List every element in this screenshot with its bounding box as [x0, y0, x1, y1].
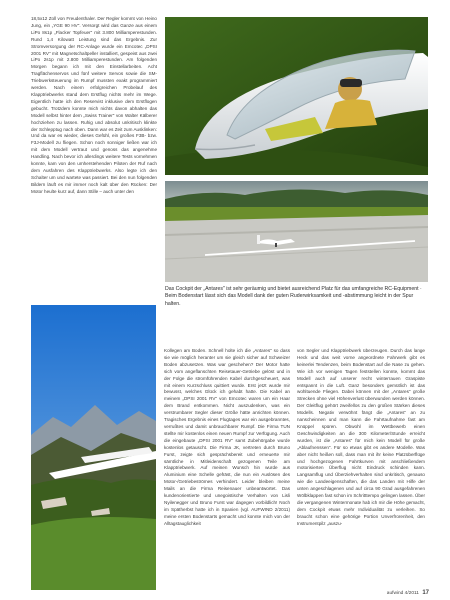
- bodenstart-photo: [165, 181, 428, 282]
- article-column-3: [297, 348, 425, 586]
- flight-photo-graphic: [31, 305, 156, 590]
- photo-caption: Das Cockpit der „Antares" ist sehr geräumig und bietet ausreichend Platz für das umfangreiche RC-Equipment · Beim Bodenstart lässt sich das Modell dank der guten Ruderwirksamkeit und -abstimmung leicht in der Spur halten.: [165, 286, 422, 307]
- page-footer: [345, 589, 429, 597]
- page-number: 17: [422, 590, 429, 596]
- article-text-1: 18,5x12 Zoll von Freudenthaler. Der Regler kommt von Heino Jung, ein „YGE 90 HV". Versorgt wird das Ganze aus einem LiPo 8s1p „Flacker Topfeuer" mit 3.800 Milliamperestunden. Rund 1,4 Kilowatt Leistung sind das Ergebnis. Zur Stromversorgung der RC-Anlage wurde ein Emcotec „DPSI 2001 RV" mit Magnetschaltpeller installiert, gespeist aus zwei LiPo 2s1p mit 2.800 Milliamperestunden. Am folgenden Morgen begann ich mit den Einstellarbeiten. Acht Tragflächenservos und fünf weitere Servos sowie die SM-Triebwerksteuerung im Rumpf mussten exakt programmiert werden. Nach einem erfolgreichen Probelauf des Klapptriebwerks stand dem Erstflug nichts mehr im Wege. Eigentlich hatte ich den Reservist inklusive dem Erstflogen gebucht. Trotzdem konnte mich nichts davon abhalten das Modell selbst hinter dem „Swiss Trainer" von Walter Kälberer hochziehen zu lassen. Ruhig und absolut unkritisch klinkte der Schlepptug nach oben. Dann war es Zeit zum Ausklinken: Und da war es wieder, dieses Gefühl, ein großes F3B- bzw. F3J-Modell zu fliegen. Schon noch sonniger ließen war ich mit dem Modell vertraut und genoss das angenehme Handling. Nach bevor ich allerdings weitere Tests vornehmen konnte, kam von den umherstehenden Piloten der Ruf nach dem Ausfahren des Klapptriebwerks. Also legte ich den Schalter um und wartete was passiert. Bei den nun folgenden Bildern läuft es mir immer noch kalt über den Rücken: Der Motor heulte kurz auf, dann Stille – auch unter den: [31, 16, 157, 194]
- cockpit-photo-graphic: [165, 17, 428, 175]
- magazine-issue: aufwind 4/2011: [386, 591, 419, 596]
- cockpit-photo: [165, 17, 428, 175]
- article-text-3: von Segler und Klapptriebwerk überzeugen. Durch das lange Heck und das weit vorne angeordnete Fahrwerk gibt es keinerlei Tendenzen, beim Bodenstart auf die Nase zu gehen. Wie ich vor wenigen Tagen feststellen konnte, kommt das Modell auch auf unserer recht winterrauen Graspiste entspannt in die Luft. Ganz besonders gemütlich ist das wohltuende Fliegen. Dabei können mit der „Antares" große Strecken ohne viel Höhenverlust überwunden werden können. Der Gleitflug gehört zweifellos zu den großen Stärken dieses Modells. Negativ verwöhnt fängt die „Antares" an zu nanscheinnen und man kann die Fahrtaufnahme fast am Knüppel spüren. Obwohl im Wettbewerb einen Geschwindigkeiten an die 300 Kilometer/Stunde erreicht wurden, ist die „Antares" für mich kein Modell für große „Ablaufnenssen". Für so etwas gibt es andere Modelle. Was aber nicht heißen soll, dass man mit ihr keine Platzüberflüge und hochgezogenen Fahrtkurven mit anschließendem motorisierten Überflug nicht Eindruck schinden kann. Langsamflug und Überziehverhalten sind unkritisch, genauso wie die Landeeigenschaften, die das Landen mit Hilfe der unten angeschlagenen und auf circa 90 Grad ausgefahrenen Wölbklappen fast schon im Schritttempo gelingen lassen. Über die vergangenen Wintermonate hab ich mir die Höhe gemacht, dem Cockpit etwas mehr Individualität zu verleihen. So braucht schon eine gehörige Portion Unverfrorenheit, den Instrumentpilz „auszu-: [297, 348, 425, 526]
- bodenstart-photo-graphic: [165, 181, 428, 282]
- flight-photo: [31, 305, 156, 590]
- article-column-1: [31, 16, 157, 298]
- article-text-2: Kollegen am Boden. Schnell holte ich die „Antares" so dass sie wie möglich heranter um sie gleich sicher auf Schweizer Boden abzusetzen. Was war geschehen? Der Motor hatte sich vom angeflanschten Reisetauer-Getriebe gelöst und in der Folge die stromführenden Kabel durchgescheuert, was mit einem Kurzschluss quittiert wurde. Erst jetzt wurde mir bewusst, welches Glück ich gehabt hatte. Die Kabel an meinem „DPSI 2001 RV" von Emcotec waren um ein Haar dem Brand entkommen. Nicht auszudenken, was ein verstrumbarer Segler dieser Größe hätte anrichten können. Tragisches Ergebnis eines Flugtages war ein ausgebranntes, verrußtes und damit unbrauchbarer Rumpf. Die Firma TUN stellte mir kostenlos einen neuen Rumpf zur Verfügung. Auch die eingebaute „DPSI 2001 RV" samt Zubehörgabe wurde kostenlos getauscht. Die Firma JK, vertreten durch Bruno Furst, zeigte sich gesprächsbereit und erneuerte mir sämtliche in Mitleidenschaft gezogenen Teile am Klapptriebwerk. Auf meinen Wunsch hin wurde aus Aluminium eine Schelle gefräst, die nun ein Auslösen des Motor-/Getriebeströmes verhindert. Leider bleiben meine Mails an die Firma Reisenauer unbeantwortet. Das kundenorientierte und unegoistische Verhalten von Lisli Nyilenegger und Bruno Furst war dagegen vorbildlich! Noch im Spätherbst hatte ich in Spanien (vgl. AUFWIND 2/2011) meine ersten Bodenstarts gemacht und konnte mich von der Alltagstauglichkeit: [164, 348, 290, 526]
- article-column-2: [164, 348, 290, 592]
